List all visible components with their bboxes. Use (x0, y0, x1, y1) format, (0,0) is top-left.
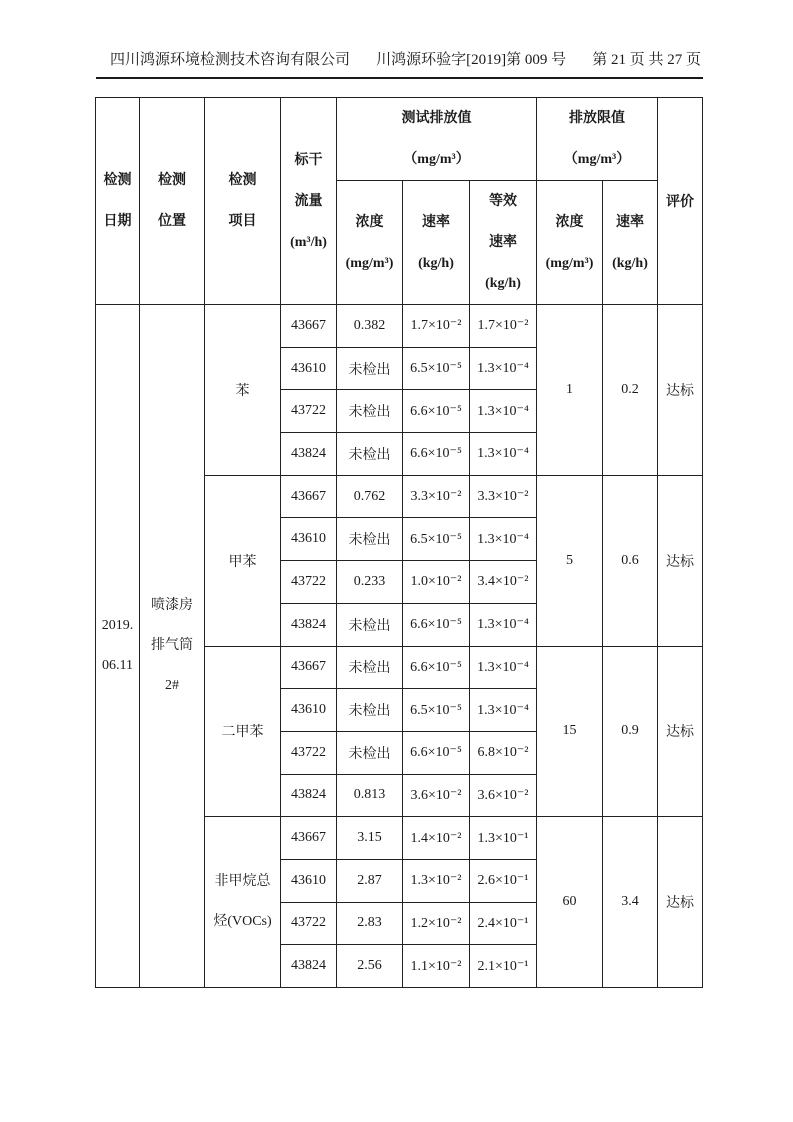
header-line: 速率 (489, 235, 517, 250)
header-line: (kg/h) (485, 276, 521, 291)
evaluation-cell: 达标 (658, 817, 703, 988)
header-line: 检测 (228, 173, 257, 188)
header-line: (kg/h) (418, 255, 454, 271)
limit-rate-cell: 0.2 (603, 305, 658, 476)
flow-cell: 43722 (281, 902, 337, 945)
test-equiv-cell: 2.4×10⁻¹ (470, 902, 537, 945)
table-row (96, 305, 703, 348)
test-rate-cell: 1.3×10⁻² (403, 859, 470, 902)
test-conc-cell: 2.56 (337, 945, 403, 988)
test-equiv-cell: 2.1×10⁻¹ (470, 945, 537, 988)
header-test-conc (337, 181, 403, 305)
test-equiv-cell: 3.4×10⁻² (470, 561, 537, 604)
flow-cell: 43722 (281, 390, 337, 433)
flow-cell: 43610 (281, 347, 337, 390)
test-rate-cell: 6.6×10⁻⁵ (403, 731, 470, 774)
test-rate-cell: 1.0×10⁻² (403, 561, 470, 604)
test-equiv-cell: 2.6×10⁻¹ (470, 859, 537, 902)
header-line: 排放限值 (569, 111, 625, 126)
header-limit-group (537, 98, 658, 181)
test-equiv-cell: 1.3×10⁻⁴ (470, 603, 537, 646)
page-number: 第 21 页 共 27 页 (592, 52, 701, 68)
test-rate-cell: 1.1×10⁻² (403, 945, 470, 988)
test-conc-cell: 未检出 (337, 603, 403, 646)
header-line: (mg/m³) (345, 255, 394, 271)
flow-cell: 43824 (281, 945, 337, 988)
item-line: 烃(VOCs) (213, 914, 272, 930)
header-line: 标干 (294, 152, 323, 168)
header-limit-rate (603, 181, 658, 305)
test-conc-cell: 0.813 (337, 774, 403, 817)
header-line: 位置 (158, 214, 186, 229)
flow-cell: 43610 (281, 689, 337, 732)
flow-cell: 43722 (281, 561, 337, 604)
test-equiv-cell: 1.3×10⁻⁴ (470, 646, 537, 689)
date-line: 2019. (101, 618, 134, 633)
item-cell: 二甲苯 (205, 646, 281, 817)
test-rate-cell: 6.5×10⁻⁵ (403, 518, 470, 561)
location-line: 喷漆房 (151, 598, 193, 613)
header-line: 测试排放值 (401, 111, 472, 126)
header-line: 项目 (228, 214, 257, 229)
test-conc-cell: 3.15 (337, 817, 403, 860)
flow-cell: 43667 (281, 817, 337, 860)
test-conc-cell: 未检出 (337, 390, 403, 433)
test-conc-cell: 0.382 (337, 305, 403, 348)
flow-cell: 43610 (281, 859, 337, 902)
item-cell (205, 817, 281, 988)
test-conc-cell: 未检出 (337, 689, 403, 732)
flow-cell: 43824 (281, 774, 337, 817)
test-equiv-cell: 1.3×10⁻⁴ (470, 689, 537, 732)
test-rate-cell: 6.6×10⁻⁵ (403, 390, 470, 433)
test-rate-cell: 1.7×10⁻² (403, 305, 470, 348)
limit-rate-cell: 3.4 (603, 817, 658, 988)
limit-conc-cell: 1 (537, 305, 603, 476)
test-rate-cell: 3.3×10⁻² (403, 475, 470, 518)
item-line: 非甲烷总 (214, 874, 271, 890)
page-header (96, 50, 703, 79)
header-item (205, 98, 281, 305)
test-equiv-cell: 1.3×10⁻⁴ (470, 347, 537, 390)
document-number: 川鸿源环验字[2019]第 009 号 (376, 52, 567, 68)
test-conc-cell: 未检出 (337, 433, 403, 476)
header-line: (kg/h) (612, 255, 648, 271)
test-rate-cell: 1.4×10⁻² (403, 817, 470, 860)
location-line: 排气筒 (151, 638, 193, 653)
flow-cell: 43824 (281, 603, 337, 646)
company-name: 四川鸿源环境检测技术咨询有限公司 (110, 52, 351, 68)
limit-rate-cell: 0.9 (603, 646, 658, 817)
limit-conc-cell: 5 (537, 475, 603, 646)
header-line: (m³/h) (290, 234, 327, 250)
date-line: 06.11 (102, 658, 133, 673)
header-line: 流量 (294, 193, 323, 209)
test-conc-cell: 0.762 (337, 475, 403, 518)
header-limit-conc (537, 181, 603, 305)
header-line: 日期 (103, 214, 132, 229)
header-test-equiv (470, 181, 537, 305)
header-line: 浓度 (555, 214, 584, 230)
header-line: (mg/m³) (545, 255, 594, 271)
test-rate-cell: 1.2×10⁻² (403, 902, 470, 945)
flow-cell: 43667 (281, 646, 337, 689)
evaluation-cell: 达标 (658, 646, 703, 817)
header-line: 等效 (489, 194, 517, 209)
location-cell (140, 305, 205, 988)
flow-cell: 43824 (281, 433, 337, 476)
test-equiv-cell: 1.3×10⁻⁴ (470, 518, 537, 561)
test-conc-cell: 2.87 (337, 859, 403, 902)
header-test-rate (403, 181, 470, 305)
test-equiv-cell: 3.3×10⁻² (470, 475, 537, 518)
test-equiv-cell: 1.7×10⁻² (470, 305, 537, 348)
flow-cell: 43667 (281, 305, 337, 348)
test-rate-cell: 6.6×10⁻⁵ (403, 433, 470, 476)
flow-cell: 43667 (281, 475, 337, 518)
test-conc-cell: 未检出 (337, 518, 403, 561)
header-line: 检测 (158, 173, 186, 188)
test-equiv-cell: 6.8×10⁻² (470, 731, 537, 774)
flow-cell: 43722 (281, 731, 337, 774)
header-date (96, 98, 140, 305)
test-conc-cell: 未检出 (337, 646, 403, 689)
header-line: 速率 (422, 214, 450, 230)
header-line: （mg/m³） (403, 152, 470, 167)
test-rate-cell: 6.6×10⁻⁵ (403, 646, 470, 689)
test-equiv-cell: 3.6×10⁻² (470, 774, 537, 817)
test-equiv-cell: 1.3×10⁻⁴ (470, 390, 537, 433)
item-cell: 甲苯 (205, 475, 281, 646)
evaluation-cell: 达标 (658, 305, 703, 476)
test-conc-cell: 2.83 (337, 902, 403, 945)
date-cell (96, 305, 140, 988)
test-rate-cell: 6.5×10⁻⁵ (403, 689, 470, 732)
test-equiv-cell: 1.3×10⁻⁴ (470, 433, 537, 476)
test-conc-cell: 未检出 (337, 347, 403, 390)
header-line: 速率 (616, 214, 644, 230)
evaluation-cell: 达标 (658, 475, 703, 646)
test-rate-cell: 6.5×10⁻⁵ (403, 347, 470, 390)
header-evaluation: 评价 (658, 98, 703, 305)
emission-test-table (95, 97, 703, 988)
limit-conc-cell: 15 (537, 646, 603, 817)
limit-rate-cell: 0.6 (603, 475, 658, 646)
header-line: （mg/m³） (563, 152, 631, 167)
header-line: 检测 (103, 173, 132, 188)
test-rate-cell: 6.6×10⁻⁵ (403, 603, 470, 646)
header-flow (281, 98, 337, 305)
header-location (140, 98, 205, 305)
test-rate-cell: 3.6×10⁻² (403, 774, 470, 817)
location-line: 2# (165, 678, 179, 693)
header-test-emission-group (337, 98, 537, 181)
test-equiv-cell: 1.3×10⁻¹ (470, 817, 537, 860)
limit-conc-cell: 60 (537, 817, 603, 988)
test-conc-cell: 未检出 (337, 731, 403, 774)
test-conc-cell: 0.233 (337, 561, 403, 604)
flow-cell: 43610 (281, 518, 337, 561)
item-cell: 苯 (205, 305, 281, 476)
header-line: 浓度 (355, 214, 384, 230)
